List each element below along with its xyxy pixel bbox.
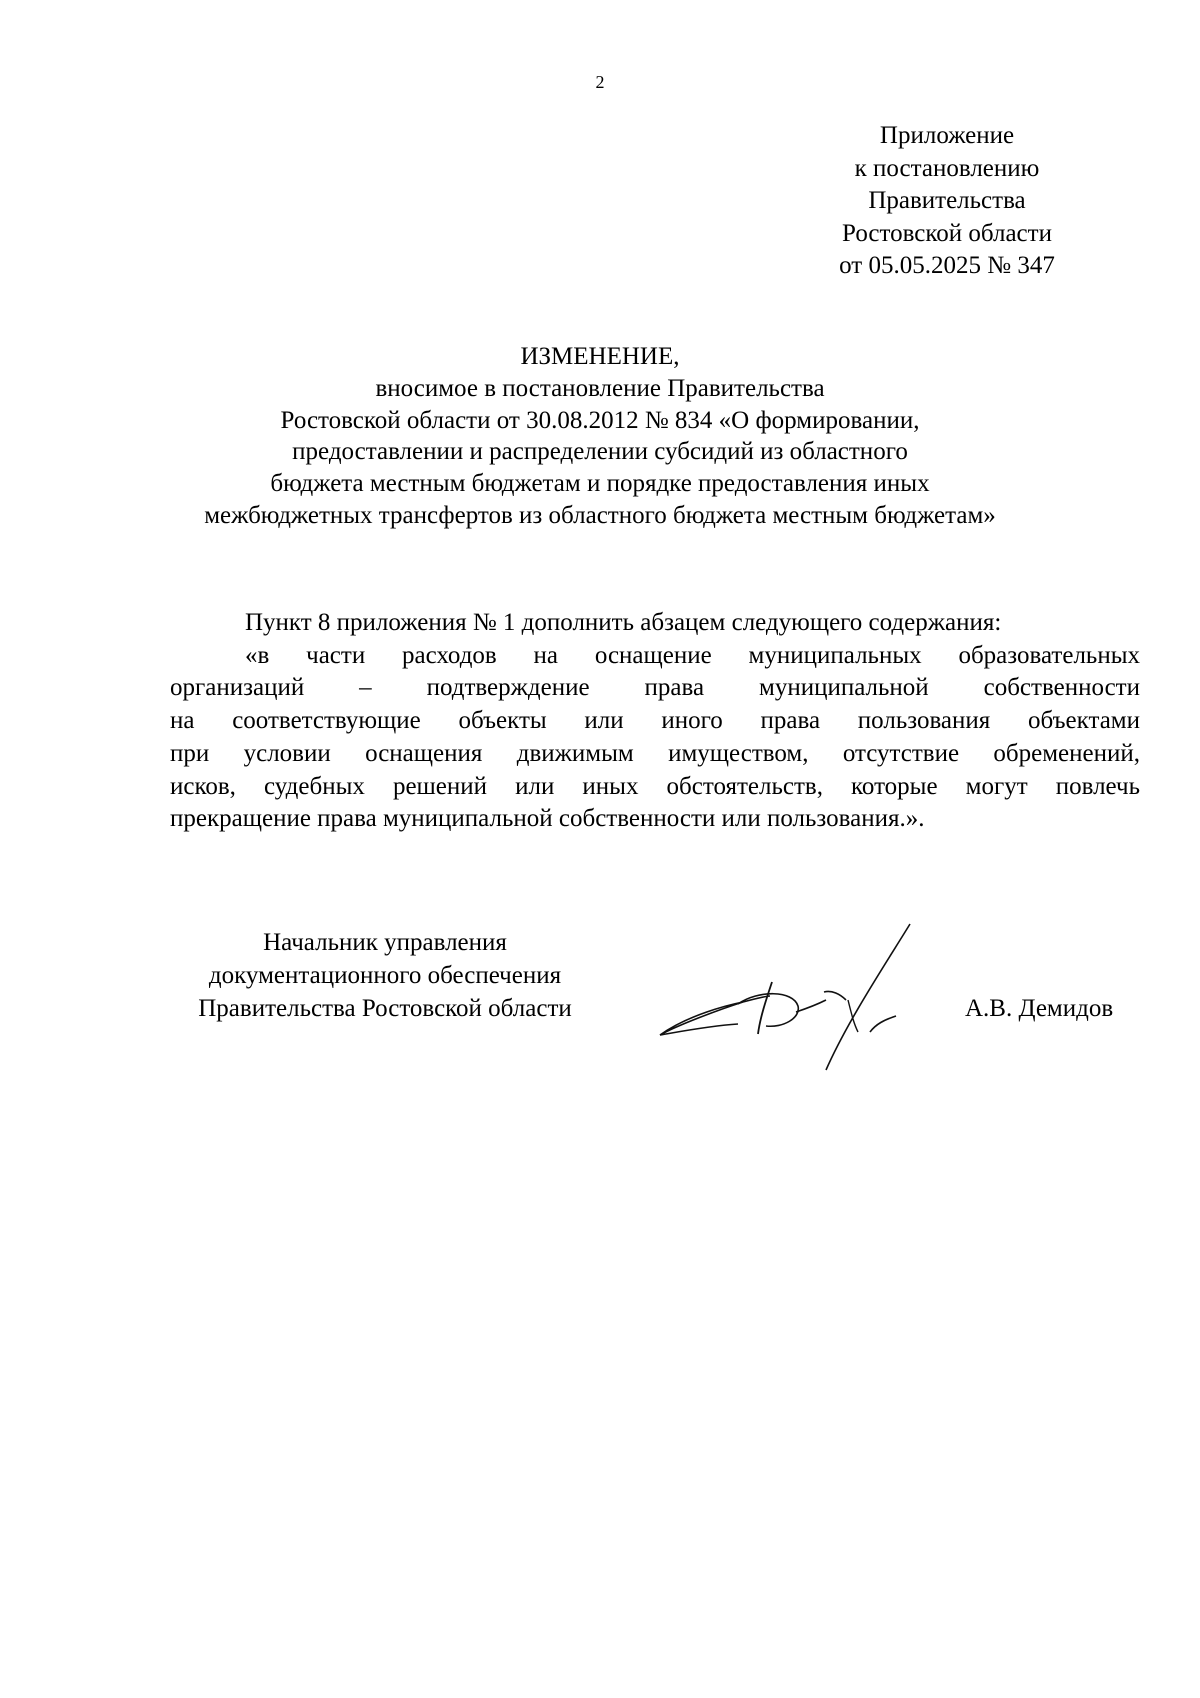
signer-title bbox=[170, 926, 600, 1025]
appendix-line: Приложение bbox=[879, 122, 1015, 149]
signer-name: А.В. Демидов bbox=[965, 995, 1114, 1022]
title-line: предоставлении и распределении субсидий из областного bbox=[292, 438, 908, 466]
title-line: бюджета местным бюджетам и порядке предоставления иных bbox=[270, 470, 930, 498]
quote-line: на соответствующие объекты или иного права пользования объектами bbox=[170, 707, 1140, 735]
appendix-line: Правительства bbox=[868, 187, 1026, 214]
title-heading: ИЗМЕНЕНИЕ, bbox=[520, 343, 680, 370]
body-text bbox=[170, 607, 1140, 836]
signer-title-line: документационного обеспечения bbox=[208, 962, 562, 989]
quote-line: «в части расходов на оснащение муниципальных образовательных bbox=[245, 641, 1140, 669]
appendix-line: от 05.05.2025 № 347 bbox=[839, 252, 1055, 279]
body-lead-paragraph: Пункт 8 приложения № 1 дополнить абзацем следующего содержания: bbox=[245, 609, 1002, 636]
quote-line: организаций – подтверждение права муниципальной собственности bbox=[170, 674, 1140, 702]
document-title bbox=[150, 341, 1050, 532]
title-line: Ростовской области от 30.08.2012 № 834 «О формировании, bbox=[280, 406, 920, 434]
quote-line: при условии оснащения движимым имуществом, отсутствие обременений, bbox=[170, 739, 1140, 767]
quote-line: исков, судебных решений или иных обстоятельств, которые могут повлечь bbox=[170, 772, 1140, 800]
appendix-block bbox=[797, 120, 1097, 283]
title-line: межбюджетных трансфертов из областного бюджета местным бюджетам» bbox=[204, 501, 996, 529]
quote-last-line: прекращение права муниципальной собственности или пользования.». bbox=[170, 805, 925, 833]
signer-title-line: Начальник управления bbox=[263, 929, 507, 956]
signer-title-line: Правительства Ростовской области bbox=[198, 995, 572, 1022]
appendix-line: Ростовской области bbox=[842, 219, 1052, 247]
title-line: вносимое в постановление Правительства bbox=[375, 374, 825, 402]
page-number: 2 bbox=[595, 72, 605, 92]
handwritten-signature bbox=[648, 920, 938, 1080]
appendix-line: к постановлению bbox=[854, 154, 1040, 182]
